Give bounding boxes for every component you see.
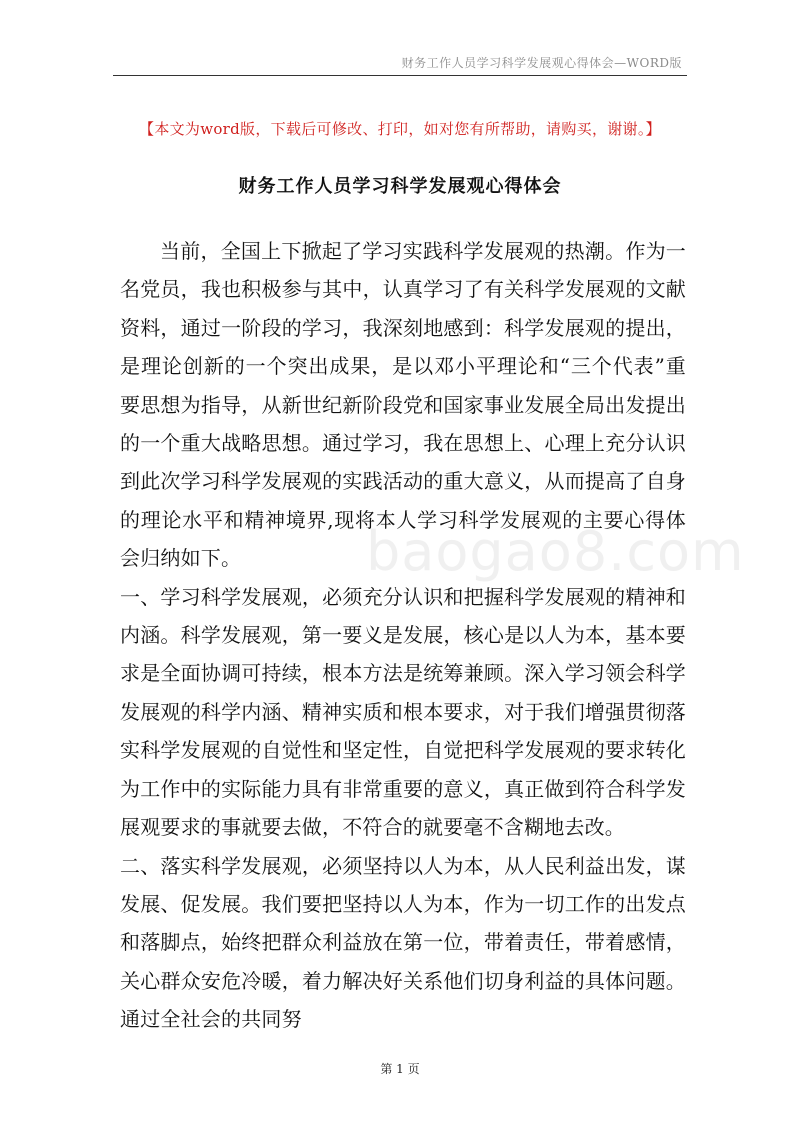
paragraph-intro: 当前，全国上下掀起了学习实践科学发展观的热潮。作为一名党员，我也积极参与其中，认真学习了有关科学发展观的文献资料，通过一阶段的学习，我深刻地感到：科学发展观的提出，是理论创新的一个突出成果，是以邓小平理论和“三个代表”重要思想为指导，从新世纪新阶段党和国家事业发展全局出发提出的一个重大战略思想。通过学习，我在思想上、心理上充分认识到此次学习科学发展观的实践活动的重大意义，从而提高了自身的理论水平和精神境界,现将本人学习科学发展观的主要心得体会归纳如下。 bbox=[120, 239, 686, 571]
document-body bbox=[120, 232, 686, 1039]
document-title: 财务工作人员学习科学发展观心得体会 bbox=[238, 176, 562, 197]
paragraph-section-two: 二、落实科学发展观，必须坚持以人为本，从人民利益出发，谋发展、促发展。我们要把坚持以人为本，作为一切工作的出发点和落脚点，始终把群众利益放在第一位，带着责任，带着感情，关心群众安危冷暖，着力解决好关系他们切身利益的具体问题。通过全社会的共同努 bbox=[120, 853, 686, 1032]
paragraph-section-one: 一、学习科学发展观，必须充分认识和把握科学发展观的精神和内涵。科学发展观，第一要义是发展，核心是以人为本，基本要求是全面协调可持续，根本方法是统筹兼顾。深入学习领会科学发展观的科学内涵、精神实质和根本要求，对于我们增强贯彻落实科学发展观的自觉性和坚定性，自觉把科学发展观的要求转化为工作中的实际能力具有非常重要的意义，真正做到符合科学发展观要求的事就要去做，不符合的就要毫不含糊地去改。 bbox=[120, 584, 686, 840]
watermark: baogao8.com bbox=[366, 520, 745, 583]
header-divider bbox=[113, 75, 687, 76]
page-number: 第 1 页 bbox=[380, 1062, 420, 1076]
running-header: 财务工作人员学习科学发展观心得体会—WORD版 bbox=[401, 56, 682, 70]
purchase-notice: 【本文为word版，下载后可修改、打印，如对您有所帮助，请购买，谢谢。】 bbox=[139, 120, 661, 138]
